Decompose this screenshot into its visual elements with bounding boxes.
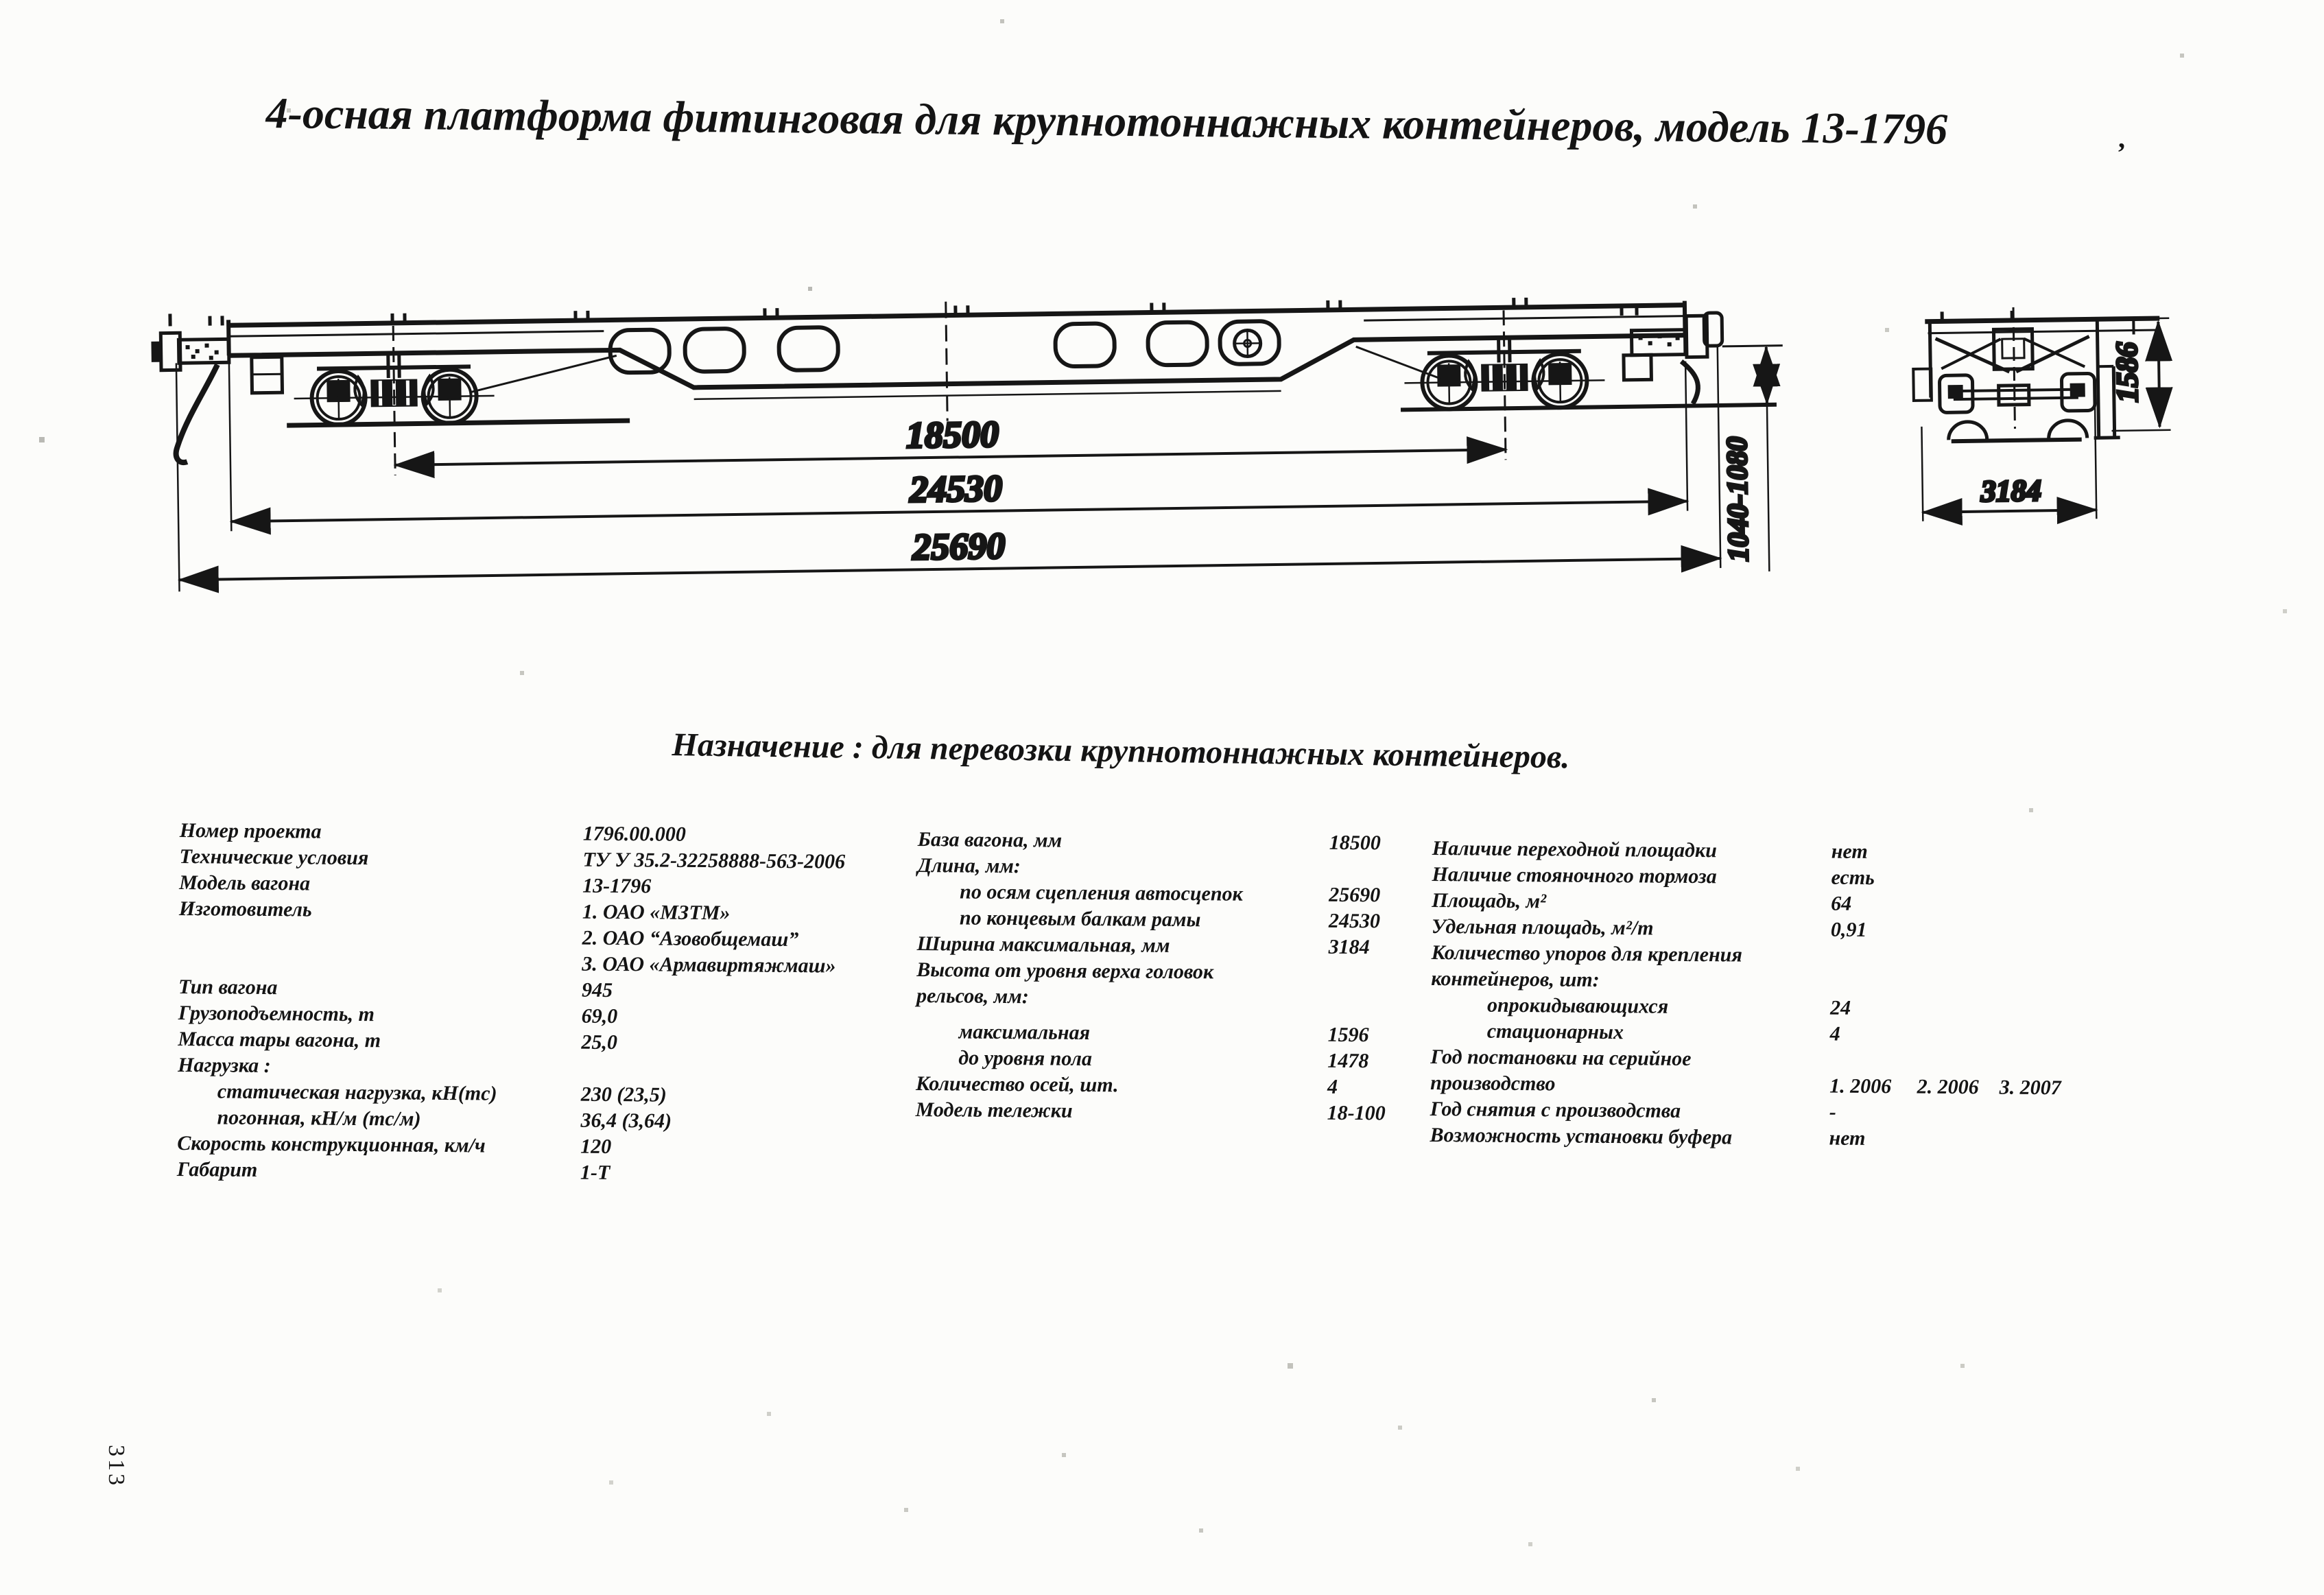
spec-label: Технические условия [179, 844, 369, 870]
spec-label: Высота от уровня верха головок [916, 958, 1214, 984]
spec-value: нет [1829, 1126, 1866, 1150]
spec-value: 13-1796 [582, 874, 652, 898]
spec-row [916, 1019, 1386, 1048]
spec-label: Скорость конструкционная, км/ч [177, 1131, 486, 1157]
spec-column-dimensions [916, 827, 1388, 1126]
spec-label: Удельная площадь, м²/т [1431, 914, 1654, 940]
spec-row [179, 896, 845, 928]
dim-end-height: 1586 [2109, 342, 2144, 403]
dim-coupler-height: 1040-1080 [1721, 436, 1755, 562]
spec-label: Модель тележки [915, 1098, 1073, 1122]
drawing-group [151, 285, 2172, 594]
spec-label: опрокидывающихся [1486, 993, 1669, 1018]
spec-label: Грузоподъемность, т [178, 1001, 375, 1026]
spec-value: 120 [580, 1135, 612, 1158]
spec-row [918, 827, 1388, 856]
spec-value: 1. 2006 2. 2006 3. 2007 [1829, 1074, 2061, 1100]
spec-label: Длина, мм: [917, 853, 1021, 878]
spec-label: Количество упоров для крепления [1431, 941, 1742, 967]
spec-row [917, 905, 1387, 934]
spec-row [916, 983, 1386, 1013]
spec-value: есть [1831, 866, 1875, 890]
spec-label: производство [1430, 1071, 1556, 1096]
spec-value: 64 [1831, 892, 1852, 915]
spec-label: Год постановки на серийное [1430, 1045, 1692, 1070]
spec-value: 69,0 [581, 1004, 618, 1028]
page-title: 4-осная платформа фитинговая для крупнотоннажных контейнеров, модель 13-1796 [265, 88, 1948, 154]
spec-label: Ширина максимальная, мм [916, 932, 1170, 957]
spec-label: Тип вагона [178, 975, 278, 1000]
spec-value: 18500 [1329, 831, 1381, 855]
spec-value: 1. ОАО «МЗТМ» [582, 900, 731, 925]
spec-value: нет [1831, 840, 1868, 863]
spec-value: 4 [1327, 1075, 1338, 1098]
page-number: 313 [104, 1445, 129, 1488]
dim-coupler-length: 25690 [912, 525, 1006, 568]
spec-value: 1596 [1327, 1023, 1369, 1047]
spec-value: 3. ОАО «Армавиртяжмаш» [582, 952, 836, 978]
spec-value: 2. ОАО “Азовобщемаш” [582, 926, 799, 952]
spec-row [916, 1045, 1386, 1074]
spec-row [917, 931, 1387, 960]
spec-value: 945 [581, 978, 613, 1002]
spec-label: Номер проекта [179, 818, 322, 843]
spec-label: Возможность установки буфера [1430, 1123, 1733, 1149]
spec-row [917, 853, 1387, 882]
spec-value: 1796.00.000 [582, 822, 686, 846]
spec-label: статическая нагрузка, кН(тс) [217, 1080, 497, 1105]
spec-value: 3184 [1328, 935, 1370, 959]
spec-label: Год снятия с производства [1430, 1097, 1681, 1122]
spec-value: 24530 [1328, 909, 1381, 933]
spec-value: 0,91 [1830, 918, 1867, 941]
spec-label: до уровня пола [958, 1046, 1093, 1071]
spec-value: 230 (23,5) [580, 1083, 667, 1107]
spec-label: Габарит [176, 1157, 258, 1181]
spec-value: 24 [1829, 996, 1851, 1019]
spec-label: рельсов, мм: [916, 984, 1029, 1008]
spec-value: 25,0 [581, 1030, 618, 1054]
spec-label: по осям сцепления автосцепок [960, 880, 1243, 906]
spec-label: Наличие стояночного тормоза [1432, 862, 1717, 888]
spec-row [916, 957, 1386, 986]
purpose-statement: Назначение : для перевозки крупнотоннажных контейнеров. [672, 726, 1570, 776]
dim-end-width: 3184 [1980, 473, 2042, 508]
dim-bogie-base: 18500 [905, 413, 999, 456]
coupler-right [1622, 305, 1723, 405]
handbrake-wheel-icon [1234, 330, 1261, 357]
dim-frame-length: 24530 [909, 467, 1003, 510]
spec-row [916, 1071, 1386, 1100]
spec-value: ТУ У 35.2-32258888-563-2006 [582, 848, 846, 873]
spec-label [179, 941, 582, 945]
spec-row [917, 879, 1387, 908]
title-tail-mark: , [2118, 123, 2125, 154]
spec-label: по концевым балкам рамы [959, 906, 1201, 932]
spec-label: контейнеров, шт: [1431, 967, 1600, 991]
spec-label [178, 967, 582, 971]
spec-row [916, 1097, 1386, 1126]
spec-label: максимальная [958, 1020, 1091, 1044]
spec-column-general [177, 818, 846, 1188]
spec-value: 18-100 [1327, 1101, 1386, 1125]
spec-label: База вагона, мм [917, 827, 1063, 852]
spec-value: - [1829, 1100, 1836, 1124]
spec-label: Модель вагона [179, 871, 311, 895]
spec-label: Количество осей, шт. [915, 1072, 1119, 1097]
spec-row [1430, 1122, 2061, 1153]
spec-value: 4 [1829, 1022, 1840, 1045]
spec-label: стационарных [1486, 1019, 1624, 1044]
spec-value: 1478 [1327, 1049, 1369, 1073]
side-dimensions [176, 336, 1770, 593]
spec-label: погонная, кН/м (тс/м) [217, 1106, 421, 1131]
spec-label: Нагрузка : [178, 1053, 271, 1078]
spec-label: Наличие переходной площадки [1432, 836, 1717, 862]
spec-label: Изготовитель [178, 897, 312, 921]
spec-label: Площадь, м² [1432, 888, 1547, 913]
spec-row [177, 1157, 843, 1188]
spec-label: Масса тары вагона, т [178, 1027, 381, 1052]
spec-value: 1-Т [580, 1161, 610, 1184]
spec-value: 36,4 (3,64) [580, 1109, 672, 1133]
spec-column-equipment [1430, 836, 2063, 1153]
spec-value: 25690 [1329, 883, 1381, 907]
